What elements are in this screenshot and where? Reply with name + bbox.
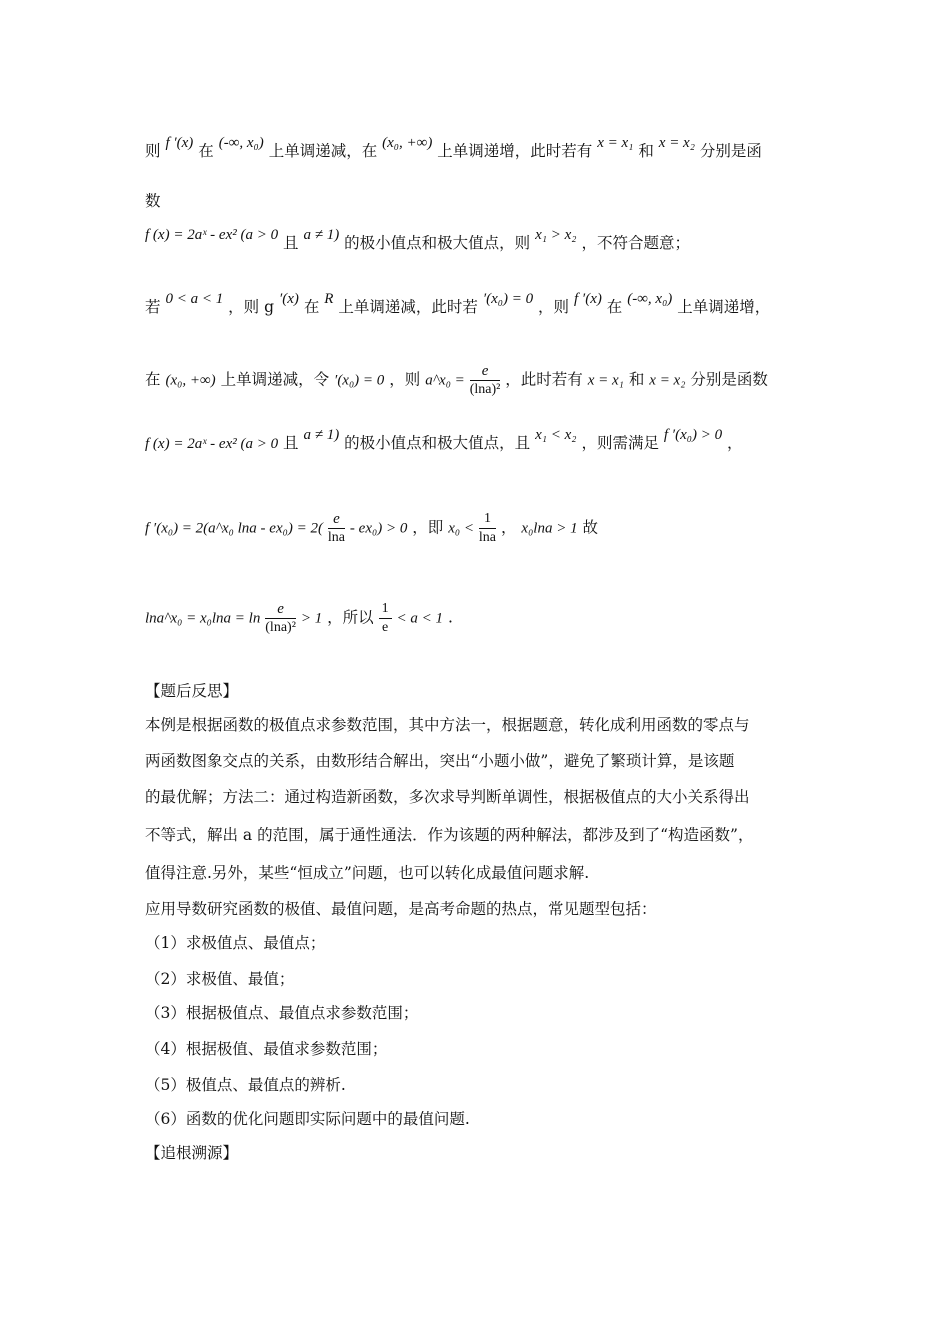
text: 上单调递减，在 [268, 142, 378, 160]
reflection-paragraph-line: 两函数图象交点的关系，由数形结合解出，突出“小题小做”，避免了繁琐计算，是该题 [145, 752, 735, 770]
text: ，不符合题意； [581, 234, 690, 252]
text: 分别是函数 [690, 370, 768, 389]
text: 在 [145, 370, 161, 389]
math-expression: x = x₁ [587, 372, 624, 389]
math-expression: lna^x₀ = x₀lna = ln [145, 610, 261, 627]
list-item: （6）函数的优化问题即实际问题中的最值问题. [145, 1110, 470, 1128]
math-expression: - ex₀) > 0 [349, 520, 408, 537]
math-expression: (x₀, +∞) [382, 135, 433, 151]
list-item: （2）求极值、最值； [145, 970, 295, 988]
text: 的极小值点和极大值点，则 [344, 234, 531, 252]
reflection-paragraph-line: 值得注意.另外，某些“恒成立”问题，也可以转化成最值问题求解. [145, 864, 590, 882]
text: 和 [638, 142, 654, 160]
text: 上单调递减，此时若 [338, 298, 478, 316]
text: 故 [582, 518, 599, 537]
text: 在 [606, 298, 623, 316]
reflection-paragraph-line: 不等式，解出 a 的范围，属于通性通法．作为该题的两种解法，都涉及到了“构造函数”， [145, 826, 754, 844]
text: ， [727, 434, 743, 452]
math-expression: f ′(x) [165, 135, 194, 151]
math-expression: a^x₀ = [425, 372, 465, 389]
text: 上单调递减，令 [220, 370, 330, 389]
fraction-denominator: (lna)² [265, 620, 296, 635]
fraction-numerator: e [470, 362, 501, 381]
text: ，则 [389, 370, 421, 389]
fraction-numerator: 1 [379, 600, 392, 619]
math-expression: ′(x) [278, 291, 299, 307]
solution-line-7 [145, 510, 598, 547]
text: ，即 [412, 518, 444, 537]
math-expression: ′(x₀) = 0 [334, 372, 385, 389]
text: 在 [198, 142, 214, 160]
fraction-denominator: e [381, 620, 389, 635]
math-expression: x₁ > x₂ [535, 227, 577, 243]
text: 则 [145, 142, 161, 160]
math-expression: x₀lna > 1 [521, 520, 578, 537]
math-expression: f (x) = 2aˣ - ex² (a > 0 [145, 227, 279, 243]
text: 和 [628, 370, 645, 389]
solution-line-8 [145, 600, 453, 637]
text: 分别是函 [699, 142, 762, 160]
fraction [265, 600, 296, 637]
math-expression: x = x₂ [649, 372, 686, 389]
text: ，所以 [327, 608, 374, 627]
math-expression: (x₀, +∞) [165, 372, 216, 389]
fraction [470, 362, 501, 399]
list-item: （5）极值点、最值点的辨析. [145, 1076, 346, 1094]
text: ， [500, 518, 517, 537]
text: ，则 g [228, 298, 274, 316]
math-expression: f ′(x₀) > 0 [663, 427, 723, 443]
math-expression: a ≠ 1) [303, 227, 340, 243]
text: ，则需满足 [581, 434, 659, 452]
text: 上单调递增， [677, 298, 771, 316]
text: ，此时若有 [505, 370, 583, 389]
math-expression: > 1 [300, 610, 323, 627]
fraction-numerator: e [328, 510, 345, 529]
solution-line-4 [145, 291, 771, 319]
text: 若 [145, 298, 161, 316]
solution-line-2 [145, 190, 161, 212]
text: ，则 [538, 298, 570, 316]
math-expression: x₀ < [448, 520, 474, 537]
trace-heading: 【追根溯源】 [145, 1144, 239, 1162]
fraction-numerator: 1 [479, 510, 496, 529]
fraction-denominator: lna [478, 530, 497, 545]
text: 数 [145, 192, 161, 210]
math-expression: ′(x₀) = 0 [482, 291, 534, 307]
solution-line-5 [145, 362, 768, 399]
text: . [447, 608, 453, 627]
fraction [379, 600, 392, 637]
solution-line-3 [145, 227, 690, 255]
math-expression: a ≠ 1) [303, 427, 340, 443]
text: 且 [283, 234, 299, 252]
list-item: （4）根据极值、最值求参数范围； [145, 1040, 388, 1058]
text: 上单调递增，此时若有 [437, 142, 593, 160]
math-expression: x = x₂ [658, 135, 695, 151]
reflection-paragraph-line: 应用导数研究函数的极值、最值问题，是高考命题的热点，常见题型包括： [145, 900, 657, 918]
math-expression: R [324, 291, 334, 307]
math-expression: (-∞, x₀) [218, 135, 264, 151]
math-expression: x = x₁ [597, 135, 634, 151]
fraction-denominator: (lna)² [469, 382, 501, 397]
math-expression: f ′(x) [574, 291, 602, 307]
text: 在 [303, 298, 320, 316]
math-expression: 0 < a < 1 [165, 291, 224, 307]
math-expression: f ′(x₀) = 2(a^x₀ lna - ex₀) = 2( [145, 520, 323, 537]
text: 且 [283, 434, 299, 452]
reflection-paragraph-line: 本例是根据函数的极值点求参数范围，其中方法一，根据题意，转化成利用函数的零点与 [145, 716, 750, 734]
reflection-heading: 【题后反思】 [145, 682, 239, 700]
fraction [328, 510, 345, 547]
reflection-paragraph-line: 的最优解；方法二：通过构造新函数，多次求导判断单调性，根据极值点的大小关系得出 [145, 788, 750, 806]
list-item: （3）根据极值点、最值点求参数范围； [145, 1004, 419, 1022]
math-expression: < a < 1 [396, 610, 444, 627]
math-expression: x₁ < x₂ [535, 427, 577, 443]
solution-line-1 [145, 135, 762, 163]
text: 的极小值点和极大值点，且 [344, 434, 531, 452]
fraction-denominator: lna [327, 530, 345, 545]
solution-line-6 [145, 427, 743, 455]
math-expression: f (x) = 2aˣ - ex² (a > 0 [145, 436, 279, 452]
math-expression: (-∞, x₀) [627, 291, 673, 307]
list-item: （1）求极值点、最值点； [145, 934, 326, 952]
fraction-numerator: e [265, 600, 296, 619]
fraction [479, 510, 496, 547]
